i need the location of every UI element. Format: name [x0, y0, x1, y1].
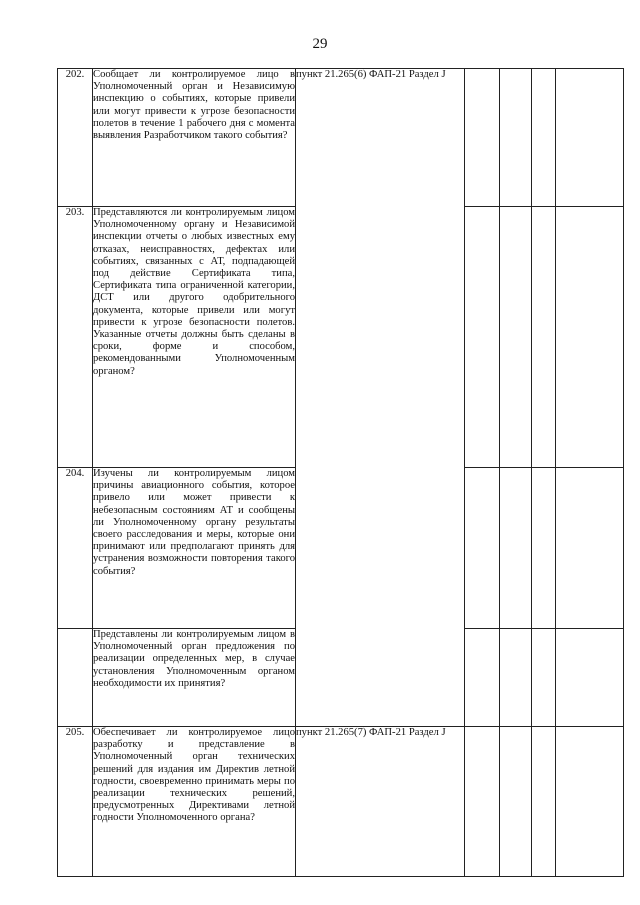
- question-text: Представлены ли контролируемым лицом в Уполномоченный орган предложения по реализации определенных мер, в случае установления Уполномоченным органом необходимости их принятия?: [93, 629, 296, 727]
- remarks-cell: [556, 468, 624, 629]
- row-number: [58, 629, 93, 727]
- row-number: 202.: [58, 69, 93, 207]
- remarks-cell: [556, 629, 624, 727]
- reference-text: пункт 21.265(7) ФАП-21 Раздел J: [296, 727, 465, 877]
- answer-cell-no: [500, 468, 532, 629]
- answer-cell-yes: [465, 468, 500, 629]
- question-text: Изучены ли контролируемым лицом причины авиационного события, которое привело или может привести к небезопасным состояниям АТ и сообщены ли Уполномоченному органу результаты своего расследования и меры, которые они принимают или предполагают принять для устранения возможности повторения такого события?: [93, 468, 296, 629]
- answer-cell-no: [500, 69, 532, 207]
- remarks-cell: [556, 727, 624, 877]
- answer-cell-na: [532, 629, 556, 727]
- question-text: Представляются ли контролируемым лицом Уполномоченному органу и Независимой инспекции отчеты о любых известных ему отказах, неисправностях, дефектах или событиях, связанных с АТ, подпадающей под действие Сертификата типа, Сертификата типа ограниченной категории, ДСТ или другого одобрительного документа, которые привели или могут привести к угрозе безопасности полетов. Указанные отчеты должны быть сделаны в сроки, форме и способом, рекомендованными Уполномоченным органом?: [93, 207, 296, 468]
- answer-cell-no: [500, 629, 532, 727]
- answer-cell-yes: [465, 727, 500, 877]
- answer-cell-yes: [465, 69, 500, 207]
- table-row: [58, 69, 624, 207]
- answer-cell-no: [500, 207, 532, 468]
- checklist-table: [57, 68, 624, 877]
- page-number: 29: [312, 36, 328, 52]
- reference-text: пункт 21.265(6) ФАП-21 Раздел J: [296, 69, 465, 727]
- row-number: 205.: [58, 727, 93, 877]
- table-row: [58, 727, 624, 877]
- question-text: Сообщает ли контролируемое лицо в Уполномоченный орган и Независимую инспекцию о событиях, которые привели или могут привести к угрозе безопасности полетов в течение 1 рабочего дня с момента выявления Разработчиком такого события?: [93, 69, 296, 207]
- row-number: 204.: [58, 468, 93, 629]
- answer-cell-na: [532, 727, 556, 877]
- row-number: 203.: [58, 207, 93, 468]
- remarks-cell: [556, 69, 624, 207]
- answer-cell-na: [532, 468, 556, 629]
- answer-cell-yes: [465, 629, 500, 727]
- answer-cell-na: [532, 207, 556, 468]
- answer-cell-no: [500, 727, 532, 877]
- answer-cell-yes: [465, 207, 500, 468]
- answer-cell-na: [532, 69, 556, 207]
- remarks-cell: [556, 207, 624, 468]
- question-text: Обеспечивает ли контролируемое лицо разработку и представление в Уполномоченный орган технических решений для издания им Директив летной годности, своевременно принимать меры по реализации технических решений, предусмотренных Директивами летной годности Уполномоченного органа?: [93, 727, 296, 877]
